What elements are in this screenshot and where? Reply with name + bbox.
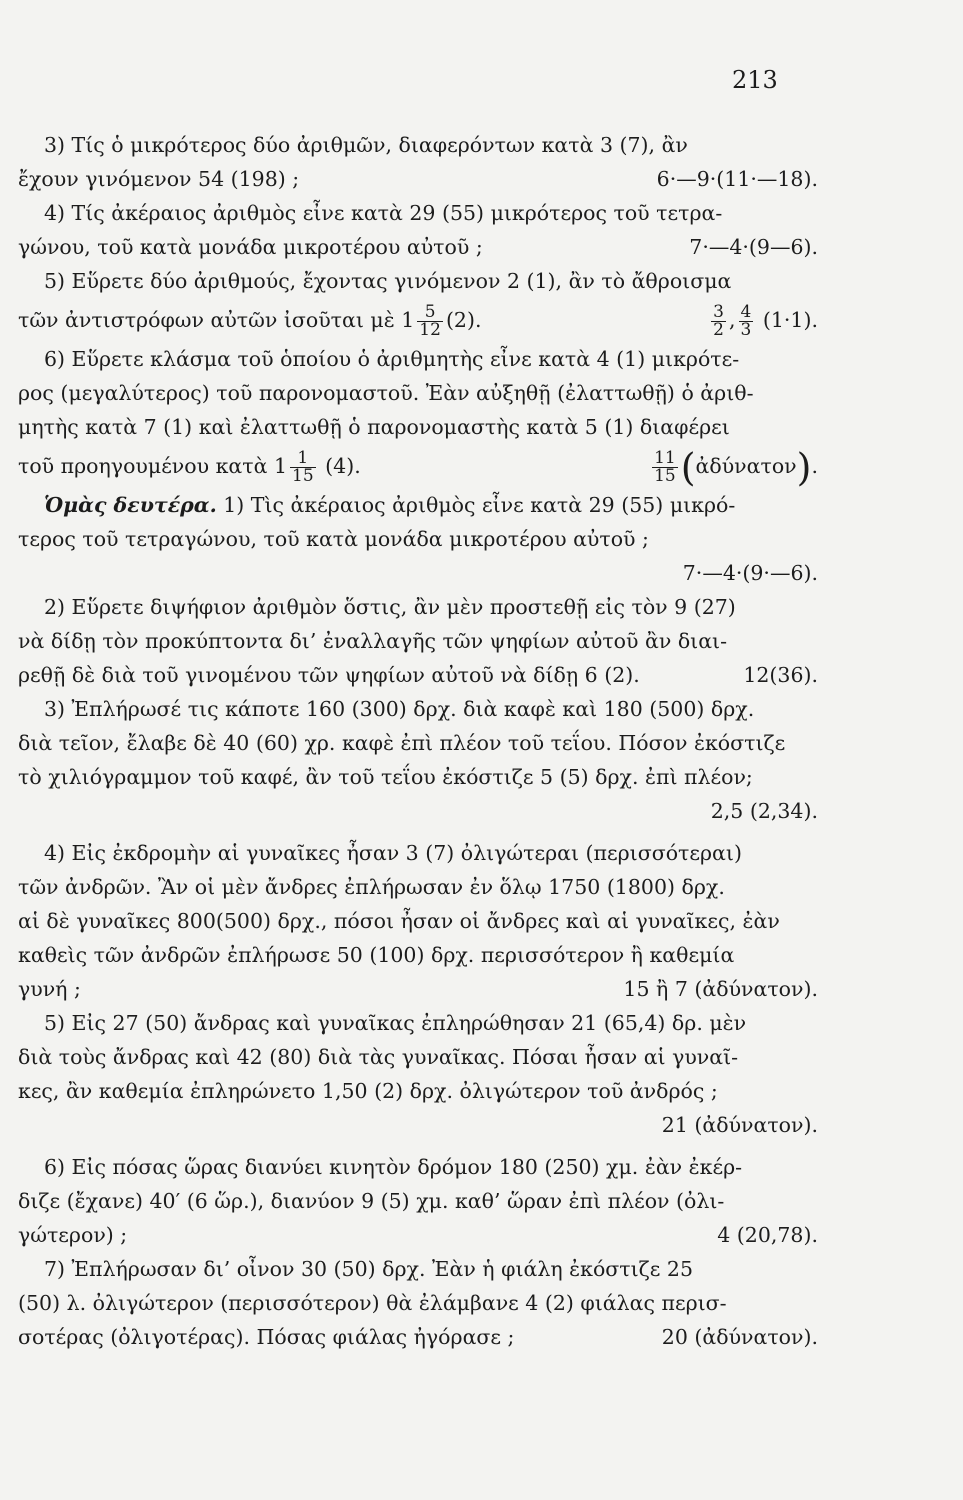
right-paren-glyph: ) (796, 445, 812, 490)
text-line (18, 836, 818, 870)
text-line (18, 1074, 818, 1108)
denominator: 12 (419, 320, 441, 340)
text-line (18, 376, 818, 410)
text-column (18, 128, 818, 1354)
line-text: 4) Τίς ἀκέραιος ἀριθμὸς εἶνε κατὰ 29 (55) μικρότερος τοῦ τετρα- (44, 201, 723, 225)
answer-text: 21 (ἀδύνατον). (661, 1113, 818, 1137)
answer-text (649, 444, 818, 488)
text-line (18, 264, 818, 298)
answer-text: 4 (20,78). (717, 1223, 818, 1247)
line-text (18, 444, 361, 488)
line-text: αἱ δὲ γυναῖκες 800(500) δρχ., πόσοι ἦσαν οἱ ἄνδρες καὶ αἱ γυναῖκες, ἐὰν (18, 909, 780, 933)
text-line (18, 904, 818, 938)
line-text: τῶν ἀνδρῶν. Ἂν οἱ μὲν ἄνδρες ἐπλήρωσαν ἐν ὅλῳ 1750 (1800) δρχ. (18, 875, 725, 899)
line-text: ρος (μεγαλύτερος) τοῦ παρονομαστοῦ. Ἐὰν αὐξηθῇ (ἐλαττωθῇ) ὁ ἀριθ- (18, 381, 754, 405)
fraction (739, 304, 754, 339)
answer-text: 2,5 (2,34). (710, 799, 818, 823)
fraction (417, 304, 443, 339)
answer-text: 20 (ἀδύνατον). (661, 1325, 818, 1349)
line-text: 3) Τίς ὁ μικρότερος δύο ἀριθμῶν, διαφερόντων κατὰ 3 (7), ἂν (44, 133, 688, 157)
line-text: διὰ τεῖον, ἔλαβε δὲ 40 (60) χρ. καφὲ ἐπὶ πλέον τοῦ τεΐου. Πόσον ἐκόστιζε (18, 731, 786, 755)
line-text: γυνή ; (18, 977, 81, 1001)
line-segment: τῶν ἀντιστρόφων αὐτῶν ἰσοῦται μὲ 1 (18, 308, 415, 332)
text-line (18, 196, 818, 230)
line-text: ἔχουν γινόμενον 54 (198) ; (18, 167, 300, 191)
line-text: τὸ χιλιόγραμμον τοῦ καφέ, ἂν τοῦ τεΐου ἐκόστιζε 5 (5) δρχ. ἐπὶ πλέον; (18, 765, 753, 789)
numerator: 3 (713, 302, 724, 322)
line-text: τερος τοῦ τετραγώνου, τοῦ κατὰ μονάδα μικροτέρου αὐτοῦ ; (18, 527, 649, 551)
answer-text: 6·—9·(11·—18). (656, 167, 818, 191)
text-line (18, 410, 818, 444)
line-text: γώτερον) ; (18, 1223, 128, 1247)
denominator: 2 (713, 320, 724, 340)
text-line (18, 556, 818, 590)
fraction (290, 450, 316, 485)
answer-text: 15 ἢ 7 (ἀδύνατον). (623, 977, 818, 1001)
text-line (18, 162, 818, 196)
line-text: 6) Εἰς πόσας ὥρας διανύει κινητὸν δρόμον 180 (250) χμ. ἐὰν ἐκέρ- (44, 1155, 743, 1179)
text-line (18, 658, 818, 692)
numerator: 5 (417, 304, 443, 322)
text-line (18, 938, 818, 972)
line-text: διὰ τοὺς ἄνδρας καὶ 42 (80) διὰ τὰς γυναῖκας. Πόσαι ἦσαν αἱ γυναῖ- (18, 1045, 739, 1069)
line-text: 4) Εἰς ἐκδρομὴν αἱ γυναῖκες ἦσαν 3 (7) ὀλιγώτεραι (περισσότεραι) (44, 841, 742, 865)
text-line (18, 794, 818, 828)
answer-text (708, 298, 818, 342)
answer-text: 12(36). (743, 663, 818, 687)
line-segment: ἀδύνατον (695, 454, 797, 478)
line-text: 5) Εὕρετε δύο ἀριθμούς, ἔχοντας γινόμενον 2 (1), ἂν τὸ ἄθροισμα (44, 269, 732, 293)
text-line (18, 230, 818, 264)
text-line (18, 522, 818, 556)
line-text: 6) Εὕρετε κλάσμα τοῦ ὁποίου ὁ ἀριθμητὴς εἶνε κατὰ 4 (1) μικρότε- (44, 347, 740, 371)
fraction (652, 450, 678, 485)
text-line (18, 870, 818, 904)
line-text: 2) Εὕρετε διψήφιον ἀριθμὸν ὅστις, ἂν μὲν προστεθῇ εἰς τὸν 9 (27) (44, 595, 736, 619)
line-text: 7) Ἐπλήρωσαν δι’ οἶνον 30 (50) δρχ. Ἐὰν ἡ φιάλη ἐκόστιζε 25 (44, 1257, 693, 1281)
text-line (18, 342, 818, 376)
left-paren-glyph: ( (680, 445, 696, 490)
answer-text: 7·—4·(9·—6). (682, 561, 818, 585)
text-line (18, 692, 818, 726)
line-segment: 1) Τὶς ἀκέραιος ἀριθμὸς εἶνε κατὰ 29 (55) μικρό- (223, 493, 736, 517)
line-text: γώνου, τοῦ κατὰ μονάδα μικροτέρου αὐτοῦ ; (18, 235, 483, 259)
line-segment: (1·1). (762, 308, 818, 332)
text-line (18, 1006, 818, 1040)
line-text: 3) Ἐπλήρωσέ τις κάποτε 160 (300) δρχ. διὰ καφὲ καὶ 180 (500) δρχ. (44, 697, 755, 721)
denominator: 3 (740, 320, 752, 340)
text-line (18, 1286, 818, 1320)
text-line (18, 590, 818, 624)
section-heading: Ὁμὰς δευτέρα. (44, 493, 217, 517)
numerator: 1 (290, 450, 316, 468)
line-segment: , (728, 308, 736, 332)
text-line (18, 760, 818, 794)
line-text: κες, ἂν καθεμία ἐπληρώνετο 1,50 (2) δρχ. ὀλιγώτερον τοῦ ἀνδρός ; (18, 1079, 718, 1103)
denominator: 15 (654, 466, 676, 486)
text-line (18, 1320, 818, 1354)
text-line (18, 624, 818, 658)
text-line (18, 444, 818, 488)
text-line (18, 298, 818, 342)
text-line (18, 488, 818, 522)
text-line (18, 1184, 818, 1218)
text-line (18, 1040, 818, 1074)
text-line (18, 128, 818, 162)
line-text: νὰ δίδῃ τὸν προκύπτοντα δι’ ἐναλλαγῆς τῶν ψηφίων αὐτοῦ ἂν διαι- (18, 629, 728, 653)
numerator: 11 (654, 448, 676, 468)
line-segment: (4). (325, 454, 361, 478)
line-text: 5) Εἰς 27 (50) ἄνδρας καὶ γυναῖκας ἐπληρώθησαν 21 (65,4) δρ. μὲν (44, 1011, 747, 1035)
text-line (18, 1218, 818, 1252)
line-text: καθεὶς τῶν ἀνδρῶν ἐπλήρωσε 50 (100) δρχ. περισσότερον ἢ καθεμία (18, 943, 735, 967)
answer-text: 7·—4·(9—6). (689, 235, 818, 259)
text-line (18, 1150, 818, 1184)
line-text (18, 488, 735, 522)
text-line (18, 1108, 818, 1142)
line-text: σοτέρας (ὀλιγοτέρας). Πόσας φιάλας ἠγόρασε ; (18, 1325, 515, 1349)
line-segment: (2). (445, 308, 482, 332)
text-line (18, 1252, 818, 1286)
line-text: (50) λ. ὀλιγώτερον (περισσότερον) θὰ ἐλάμβανε 4 (2) φιάλας περισ- (18, 1291, 727, 1315)
numerator: 4 (740, 302, 752, 322)
line-segment: . (811, 454, 818, 478)
line-text: μητὴς κατὰ 7 (1) καὶ ἐλαττωθῇ ὁ παρονομαστὴς κατὰ 5 (1) διαφέρει (18, 415, 730, 439)
line-text (18, 298, 482, 342)
page-number: 213 (732, 66, 778, 94)
line-text: διζε (ἔχανε) 40′ (6 ὥρ.), διανύον 9 (5) χμ. καθ’ ὥραν ἐπὶ πλέον (ὀλι- (18, 1189, 725, 1213)
text-line (18, 726, 818, 760)
fraction (711, 304, 726, 339)
line-text: ρεθῇ δὲ διὰ τοῦ γινομένου τῶν ψηφίων αὐτοῦ νὰ δίδῃ 6 (2). (18, 663, 640, 687)
text-line (18, 972, 818, 1006)
denominator: 15 (292, 466, 314, 486)
line-segment: τοῦ προηγουμένου κατὰ 1 (18, 454, 287, 478)
